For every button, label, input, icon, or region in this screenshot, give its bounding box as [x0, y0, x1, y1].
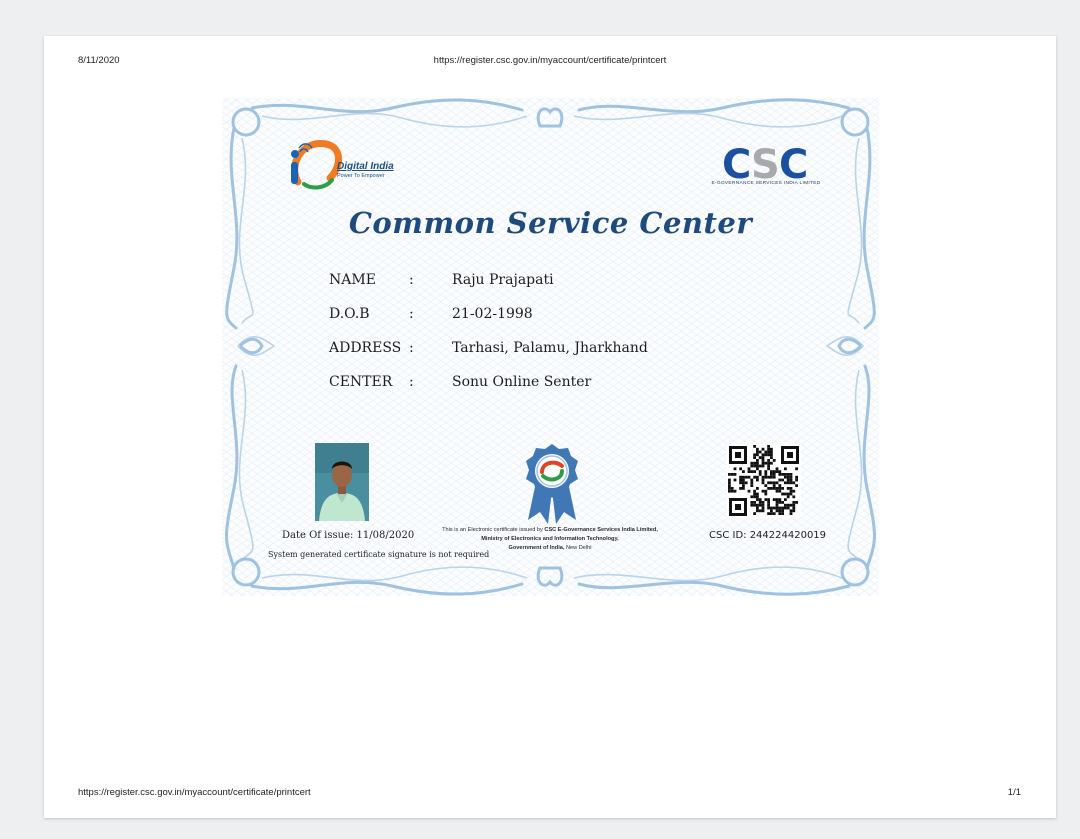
qr-module: [784, 507, 787, 510]
qr-module: [784, 473, 787, 476]
qr-module: [784, 467, 787, 470]
qr-module: [731, 487, 734, 490]
qr-module: [731, 490, 734, 493]
qr-code: [727, 444, 801, 518]
qr-module: [756, 465, 759, 468]
qr-module: [787, 476, 790, 479]
qr-module: [742, 470, 745, 473]
qr-module: [762, 490, 765, 493]
qr-module: [784, 498, 787, 501]
qr-module: [753, 453, 756, 456]
qr-module: [734, 473, 737, 476]
qr-module: [770, 487, 773, 490]
qr-module: [770, 512, 773, 515]
qr-module: [781, 493, 784, 496]
qr-module: [773, 512, 776, 515]
address-label: ADDRESS: [329, 340, 402, 356]
qr-module: [756, 504, 759, 507]
qr-module: [778, 507, 781, 510]
qr-module: [776, 501, 779, 504]
qr-module: [773, 507, 776, 510]
qr-module: [784, 504, 787, 507]
qr-module: [756, 495, 759, 498]
qr-module: [770, 507, 773, 510]
qr-module: [778, 509, 781, 512]
qr-module: [790, 490, 793, 493]
qr-module: [750, 484, 753, 487]
qr-module: [773, 484, 776, 487]
qr-module: [778, 498, 781, 501]
qr-module: [767, 512, 770, 515]
qr-module: [778, 512, 781, 515]
qr-module: [762, 448, 765, 451]
qr-module: [773, 476, 776, 479]
certificate-title: Common Service Center: [348, 206, 753, 240]
qr-module: [764, 451, 767, 454]
qr-module: [762, 504, 765, 507]
qr-module: [756, 493, 759, 496]
qr-module: [790, 479, 793, 482]
qr-module: [790, 481, 793, 484]
qr-module: [778, 484, 781, 487]
qr-module: [750, 504, 753, 507]
notice-issuer: CSC E-Governance Services India Limited,: [544, 527, 658, 533]
qr-module: [770, 462, 773, 465]
qr-module: [776, 490, 779, 493]
notice-location: New Delhi: [564, 545, 592, 551]
notice-ministry: Ministry of Electronics and Information Technology,: [481, 536, 619, 542]
qr-module: [756, 459, 759, 462]
qr-module: [787, 487, 790, 490]
qr-module: [728, 473, 731, 476]
qr-module: [734, 467, 737, 470]
qr-module: [756, 448, 759, 451]
qr-module: [759, 451, 762, 454]
qr-module: [764, 476, 767, 479]
qr-module: [731, 473, 734, 476]
date-of-issue: Date Of issue: 11/08/2020: [282, 530, 415, 541]
qr-module: [776, 509, 779, 512]
qr-module: [739, 479, 742, 482]
qr-module: [773, 487, 776, 490]
qr-module: [770, 456, 773, 459]
qr-module: [770, 476, 773, 479]
qr-module: [739, 476, 742, 479]
qr-module: [770, 448, 773, 451]
qr-module: [756, 509, 759, 512]
address-value: Tarhasi, Palamu, Jharkhand: [452, 340, 648, 356]
qr-module: [753, 456, 756, 459]
csc-letter-c2: C: [779, 142, 809, 188]
qr-module: [790, 476, 793, 479]
qr-module: [767, 465, 770, 468]
center-value: Sonu Online Senter: [452, 374, 592, 390]
qr-module: [773, 473, 776, 476]
qr-module: [742, 476, 745, 479]
qr-module: [764, 453, 767, 456]
center-label: CENTER: [329, 374, 393, 390]
qr-module: [767, 501, 770, 504]
qr-module: [795, 484, 798, 487]
qr-module: [773, 470, 776, 473]
qr-module: [753, 476, 756, 479]
notice-line1-prefix: This is an Electronic certificate issued by: [442, 527, 545, 533]
page-number: 1/1: [1007, 787, 1021, 798]
qr-module: [781, 509, 784, 512]
qr-module: [776, 481, 779, 484]
qr-module: [750, 470, 753, 473]
print-date: 8/11/2020: [78, 55, 120, 66]
qr-module: [787, 493, 790, 496]
qr-module: [767, 453, 770, 456]
qr-module: [776, 470, 779, 473]
qr-module: [767, 487, 770, 490]
qr-module: [759, 470, 762, 473]
qr-module: [787, 495, 790, 498]
qr-module: [778, 479, 781, 482]
qr-module: [770, 470, 773, 473]
qr-module: [745, 481, 748, 484]
address-colon: :: [409, 340, 414, 356]
qr-module: [762, 465, 765, 468]
qr-module: [787, 507, 790, 510]
qr-module: [781, 501, 784, 504]
holder-photo: [315, 443, 369, 521]
qr-module: [762, 453, 765, 456]
qr-module: [787, 473, 790, 476]
qr-module: [778, 490, 781, 493]
qr-module: [790, 473, 793, 476]
qr-module: [756, 479, 759, 482]
qr-module: [767, 459, 770, 462]
qr-module: [767, 462, 770, 465]
qr-module: [750, 501, 753, 504]
name-value: Raju Prajapati: [452, 272, 554, 288]
qr-module: [773, 459, 776, 462]
qr-module: [748, 490, 751, 493]
qr-module: [762, 479, 765, 482]
print-page: [44, 36, 1056, 818]
qr-module: [770, 509, 773, 512]
qr-module: [790, 504, 793, 507]
qr-module: [753, 493, 756, 496]
qr-module: [728, 490, 731, 493]
qr-module: [728, 484, 731, 487]
qr-module: [767, 451, 770, 454]
qr-module: [750, 481, 753, 484]
qr-module: [784, 481, 787, 484]
qr-module: [739, 467, 742, 470]
award-ribbon-icon: [522, 442, 582, 524]
qr-module: [776, 487, 779, 490]
qr-module: [767, 445, 770, 448]
qr-module: [792, 504, 795, 507]
qr-module: [764, 484, 767, 487]
qr-module: [767, 481, 770, 484]
qr-module: [784, 493, 787, 496]
qr-module: [795, 479, 798, 482]
qr-module: [756, 487, 759, 490]
qr-module: [767, 507, 770, 510]
qr-module: [787, 481, 790, 484]
qr-module: [773, 498, 776, 501]
qr-module: [750, 479, 753, 482]
csc-letter-c1: C: [722, 142, 752, 188]
qr-module: [767, 467, 770, 470]
qr-module: [778, 487, 781, 490]
qr-module: [750, 462, 753, 465]
qr-module: [748, 476, 751, 479]
qr-module: [728, 487, 731, 490]
qr-module: [770, 481, 773, 484]
qr-module: [742, 481, 745, 484]
qr-module: [795, 476, 798, 479]
qr-module: [787, 479, 790, 482]
qr-module: [734, 479, 737, 482]
qr-module: [781, 507, 784, 510]
qr-module: [753, 504, 756, 507]
qr-module: [759, 509, 762, 512]
qr-module: [770, 473, 773, 476]
print-footer-url: https://register.csc.gov.in/myaccount/certificate/printcert: [78, 787, 311, 798]
qr-module: [790, 512, 793, 515]
qr-module: [756, 462, 759, 465]
qr-module: [748, 470, 751, 473]
qr-module: [792, 490, 795, 493]
qr-module: [767, 448, 770, 451]
qr-module: [764, 490, 767, 493]
qr-module: [762, 476, 765, 479]
qr-module: [764, 470, 767, 473]
qr-module: [759, 456, 762, 459]
digital-india-text: Digital India: [337, 161, 394, 172]
qr-module: [784, 476, 787, 479]
qr-module: [750, 495, 753, 498]
qr-module: [767, 476, 770, 479]
qr-module: [753, 465, 756, 468]
qr-module: [753, 512, 756, 515]
qr-module: [790, 493, 793, 496]
qr-module: [756, 476, 759, 479]
qr-module: [767, 498, 770, 501]
qr-module: [753, 501, 756, 504]
qr-module: [795, 467, 798, 470]
qr-module: [742, 479, 745, 482]
qr-module: [770, 451, 773, 454]
qr-module: [753, 495, 756, 498]
center-colon: :: [409, 374, 414, 390]
qr-module: [776, 498, 779, 501]
dob-colon: :: [409, 306, 414, 322]
csc-letter-s: S: [751, 142, 780, 188]
qr-module: [762, 509, 765, 512]
qr-module: [764, 462, 767, 465]
qr-module: [790, 509, 793, 512]
qr-module: [795, 501, 798, 504]
qr-module: [792, 501, 795, 504]
qr-module: [762, 459, 765, 462]
digital-india-tagline: Power To Empower: [337, 173, 385, 179]
notice-government: Government of India,: [508, 545, 565, 551]
dob-label: D.O.B: [329, 306, 370, 322]
qr-module: [753, 445, 756, 448]
qr-module: [792, 509, 795, 512]
qr-module: [792, 507, 795, 510]
certificate: [222, 98, 879, 596]
qr-module: [792, 495, 795, 498]
print-header-url: https://register.csc.gov.in/myaccount/certificate/printcert: [433, 55, 667, 66]
qr-module: [790, 487, 793, 490]
qr-module: [756, 498, 759, 501]
qr-module: [756, 451, 759, 454]
qr-module: [728, 479, 731, 482]
qr-module: [759, 498, 762, 501]
qr-module: [745, 476, 748, 479]
qr-module: [762, 456, 765, 459]
qr-module: [734, 490, 737, 493]
qr-module: [787, 504, 790, 507]
csc-id: CSC ID: 244224420019: [709, 530, 827, 541]
qr-module: [776, 504, 779, 507]
qr-module: [742, 487, 745, 490]
qr-module: [756, 453, 759, 456]
qr-module: [759, 504, 762, 507]
qr-module: [750, 465, 753, 468]
qr-module: [776, 467, 779, 470]
dob-value: 21-02-1998: [452, 306, 533, 322]
name-colon: :: [409, 272, 414, 288]
qr-module: [759, 473, 762, 476]
qr-module: [759, 501, 762, 504]
qr-module: [753, 490, 756, 493]
qr-module: [781, 512, 784, 515]
name-label: NAME: [329, 272, 376, 288]
qr-module: [762, 481, 765, 484]
qr-module: [762, 507, 765, 510]
qr-module: [781, 479, 784, 482]
qr-module: [778, 473, 781, 476]
qr-module: [748, 467, 751, 470]
qr-module: [781, 487, 784, 490]
qr-module: [764, 498, 767, 501]
qr-module: [728, 481, 731, 484]
qr-module: [756, 467, 759, 470]
csc-subtitle: E-GOVERNANCE SERVICES INDIA LIMITED: [711, 181, 821, 186]
qr-module: [739, 481, 742, 484]
qr-module: [767, 504, 770, 507]
qr-module: [762, 462, 765, 465]
qr-module: [753, 470, 756, 473]
qr-module: [759, 465, 762, 468]
qr-module: [770, 453, 773, 456]
qr-module: [781, 473, 784, 476]
qr-module: [764, 473, 767, 476]
qr-module: [739, 487, 742, 490]
issuer-notice: [410, 526, 690, 553]
signature-note: System generated certificate signature is not required: [268, 550, 490, 559]
qr-module: [773, 481, 776, 484]
qr-module: [756, 507, 759, 510]
qr-module: [776, 507, 779, 510]
qr-module: [742, 484, 745, 487]
qr-module: [762, 501, 765, 504]
qr-module: [753, 462, 756, 465]
qr-module: [792, 481, 795, 484]
qr-module: [778, 470, 781, 473]
qr-module: [778, 501, 781, 504]
qr-module: [764, 493, 767, 496]
